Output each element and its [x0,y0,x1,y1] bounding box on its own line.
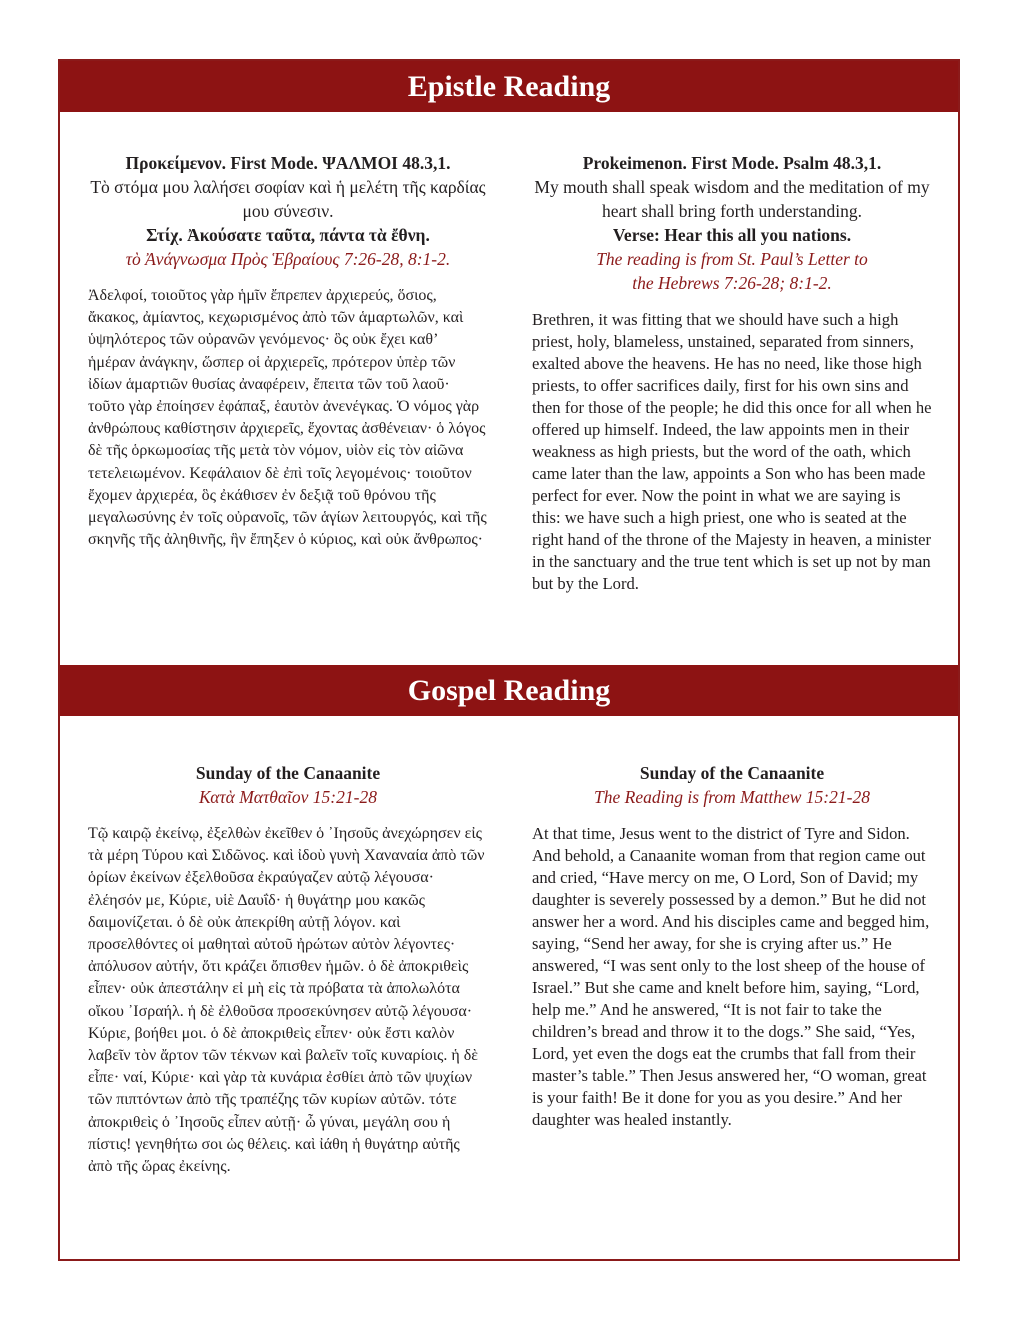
epistle-banner: Epistle Reading [60,61,958,112]
epistle-reference-english: The reading is from St. Paul’s Letter to the Hebrews 7:26-28; 8:1-2. [596,249,868,293]
epistle-english-heading [532,151,932,295]
stich-english: Verse: Hear this all you nations. [612,225,852,245]
gospel-reference-english: The Reading is from Matthew 15:21-28 [594,787,870,807]
gospel-heading-greek: Sunday of the Canaanite [195,763,381,783]
gospel-banner: Gospel Reading [60,665,958,716]
stich-greek: Στίχ. Ἀκούσατε ταῦτα, πάντα τὰ ἔθνη. [146,225,430,245]
readings-frame [58,59,960,1261]
epistle-greek-column [88,151,488,551]
gospel-english-heading [532,761,932,809]
gospel-greek-heading [88,761,488,809]
epistle-text-english: Brethren, it was fitting that we should have such a high priest, holy, blameless, unstained, separated from sinners, exalted above the heavens. He has no need, like those high priests, to offer sacrifices daily, first for his own sins and then for those of the people; he did this once for all when he offered up himself. Indeed, the law appoints men in their weakness as high priests, but the word of the oath, which came later than the law, appoints a Son who has been made perfect for ever. Now the point in what we are saying is this: we have such a high priest, one who is seated at the right hand of the throne of the Majesty in heaven, a minister in the sanctuary and the true tent which is set up not by man but by the Lord. [532,310,932,593]
prokeimenon-verse-greek: Τὸ στόμα μου λαλήσει σοφίαν καὶ ἡ μελέτη τῆς καρδίας μου σύνεσιν. [90,177,486,221]
gospel-english-column [532,761,932,1131]
gospel-reference-greek: Κατὰ Ματθαῖον 15:21-28 [199,787,377,807]
epistle-english-column [532,151,932,595]
prokeimenon-verse-english: My mouth shall speak wisdom and the meditation of my heart shall bring forth understanding. [534,177,930,221]
prokeimenon-english: Prokeimenon. First Mode. Psalm 48.3,1. [582,153,882,173]
gospel-heading-english: Sunday of the Canaanite [639,763,825,783]
gospel-text-english: At that time, Jesus went to the district of Tyre and Sidon. And behold, a Canaanite woman from that region came out and cried, “Have mercy on me, O Lord, Son of David; my daughter is severely possessed by a demon.” But he did not answer her a word. And his disciples came and begged him, saying, “Send her away, for she is crying after us.” He answered, “I was sent only to the lost sheep of the house of Israel.” But she came and knelt before him, saying, “Lord, help me.” And he answered, “It is not fair to take the children’s bread and throw it to the dogs.” She said, “Yes, Lord, yet even the dogs eat the crumbs that fall from their master’s table.” Then Jesus answered her, “O woman, great is your faith! Be it done for you as you desire.” And her daughter was healed instantly. [532,824,930,1129]
epistle-text-greek: Ἀδελφοί, τοιοῦτος γὰρ ἡμῖν ἔπρεπεν ἀρχιερεύς, ὅσιος, ἄκακος, ἀμίαντος, κεχωρισμένος ἀπὸ τῶν ἁμαρτωλῶν, καὶ ὑψηλότερος τῶν οὐρανῶν γενόμενος· ὃς οὐκ ἔχει καθ’ ἡμέραν ἀνάγκην, ὥσπερ οἱ ἀρχιερεῖς, πρότερον ὑπὲρ τῶν ἰδίων ἁμαρτιῶν θυσίας ἀναφέρειν, ἔπειτα τῶν τοῦ λαοῦ· τοῦτο γὰρ ἐποίησεν ἐφάπαξ, ἑαυτὸν ἀνενέγκας. Ὁ νόμος γὰρ ἀνθρώπους καθίστησιν ἀρχιερεῖς, ἔχοντας ἀσθένειαν· ὁ λόγος δὲ τῆς ὁρκωμοσίας τῆς μετὰ τὸν νόμον, υἱὸν εἰς τὸν αἰῶνα τετελειωμένον. Κεφάλαιον δὲ ἐπὶ τοῖς λεγομένοις· τοιοῦτον ἔχομεν ἀρχιερέα, ὃς ἐκάθισεν ἐν δεξιᾷ τοῦ θρόνου τῆς μεγαλωσύνης ἐν τοῖς οὐρανοῖς, τῶν ἁγίων λειτουργός, καὶ τῆς σκηνῆς τῆς ἀληθινῆς, ἣν ἔπηξεν ὁ κύριος, καὶ οὐκ ἄνθρωπος· [88,287,487,549]
gospel-greek-column [88,761,488,1178]
prokeimenon-greek: Προκείμενον. First Mode. ΨΑΛΜΟΙ 48.3,1. [125,153,451,173]
epistle-reference-greek: τὸ Ἀνάγνωσμα Πρὸς Ἑβραίους 7:26-28, 8:1-2. [125,249,451,269]
gospel-text-greek: Τῷ καιρῷ ἐκείνῳ, ἐξελθὼν ἐκεῖθεν ὁ ᾿Ιησοῦς ἀνεχώρησεν εἰς τὰ μέρη Τύρου καὶ Σιδῶνος. καὶ ἰδοὺ γυνὴ Χαναναία ἀπὸ τῶν ὁρίων ἐκείνων ἐξελθοῦσα ἐκραύγαζεν αὐτῷ λέγουσα· ἐλέησόν με, Κύριε, υἱὲ Δαυΐδ· ἡ θυγάτηρ μου κακῶς δαιμονίζεται. ὁ δὲ οὐκ ἀπεκρίθη αὐτῇ λόγον. καὶ προσελθόντες οἱ μαθηταὶ αὐτοῦ ἠρώτων αὐτὸν λέγοντες· ἀπόλυσον αὐτήν, ὅτι κράζει ὄπισθεν ἡμῶν. ὁ δὲ ἀποκριθεὶς εἶπεν· οὐκ ἀπεστάλην εἰ μὴ εἰς τὰ πρόβατα τὰ ἀπολωλότα οἴκου ᾿Ισραήλ. ἡ δὲ ἐλθοῦσα προσεκύνησεν αὐτῷ λέγουσα· Κύριε, βοήθει μοι. ὁ δὲ ἀποκριθεὶς εἶπεν· οὐκ ἔστι καλὸν λαβεῖν τὸν ἄρτον τῶν τέκνων καὶ βαλεῖν τοῖς κυναρίοις. ἡ δὲ εἶπε· ναί, Κύριε· καὶ γὰρ τὰ κυνάρια ἐσθίει ἀπὸ τῶν ψυχίων τῶν πιπτόντων ἀπὸ τῆς τραπέζης τῶν κυρίων αὐτῶν. τότε ἀποκριθεὶς ὁ ᾿Ιησοῦς εἶπεν αὐτῇ· ὦ γύναι, μεγάλη σου ἡ πίστις! γενηθήτω σοι ὡς θέλεις. καὶ ἰάθη ἡ θυγάτηρ αὐτῆς ἀπὸ τῆς ὥρας ἐκείνης. [88,825,485,1176]
epistle-greek-heading [88,151,488,271]
